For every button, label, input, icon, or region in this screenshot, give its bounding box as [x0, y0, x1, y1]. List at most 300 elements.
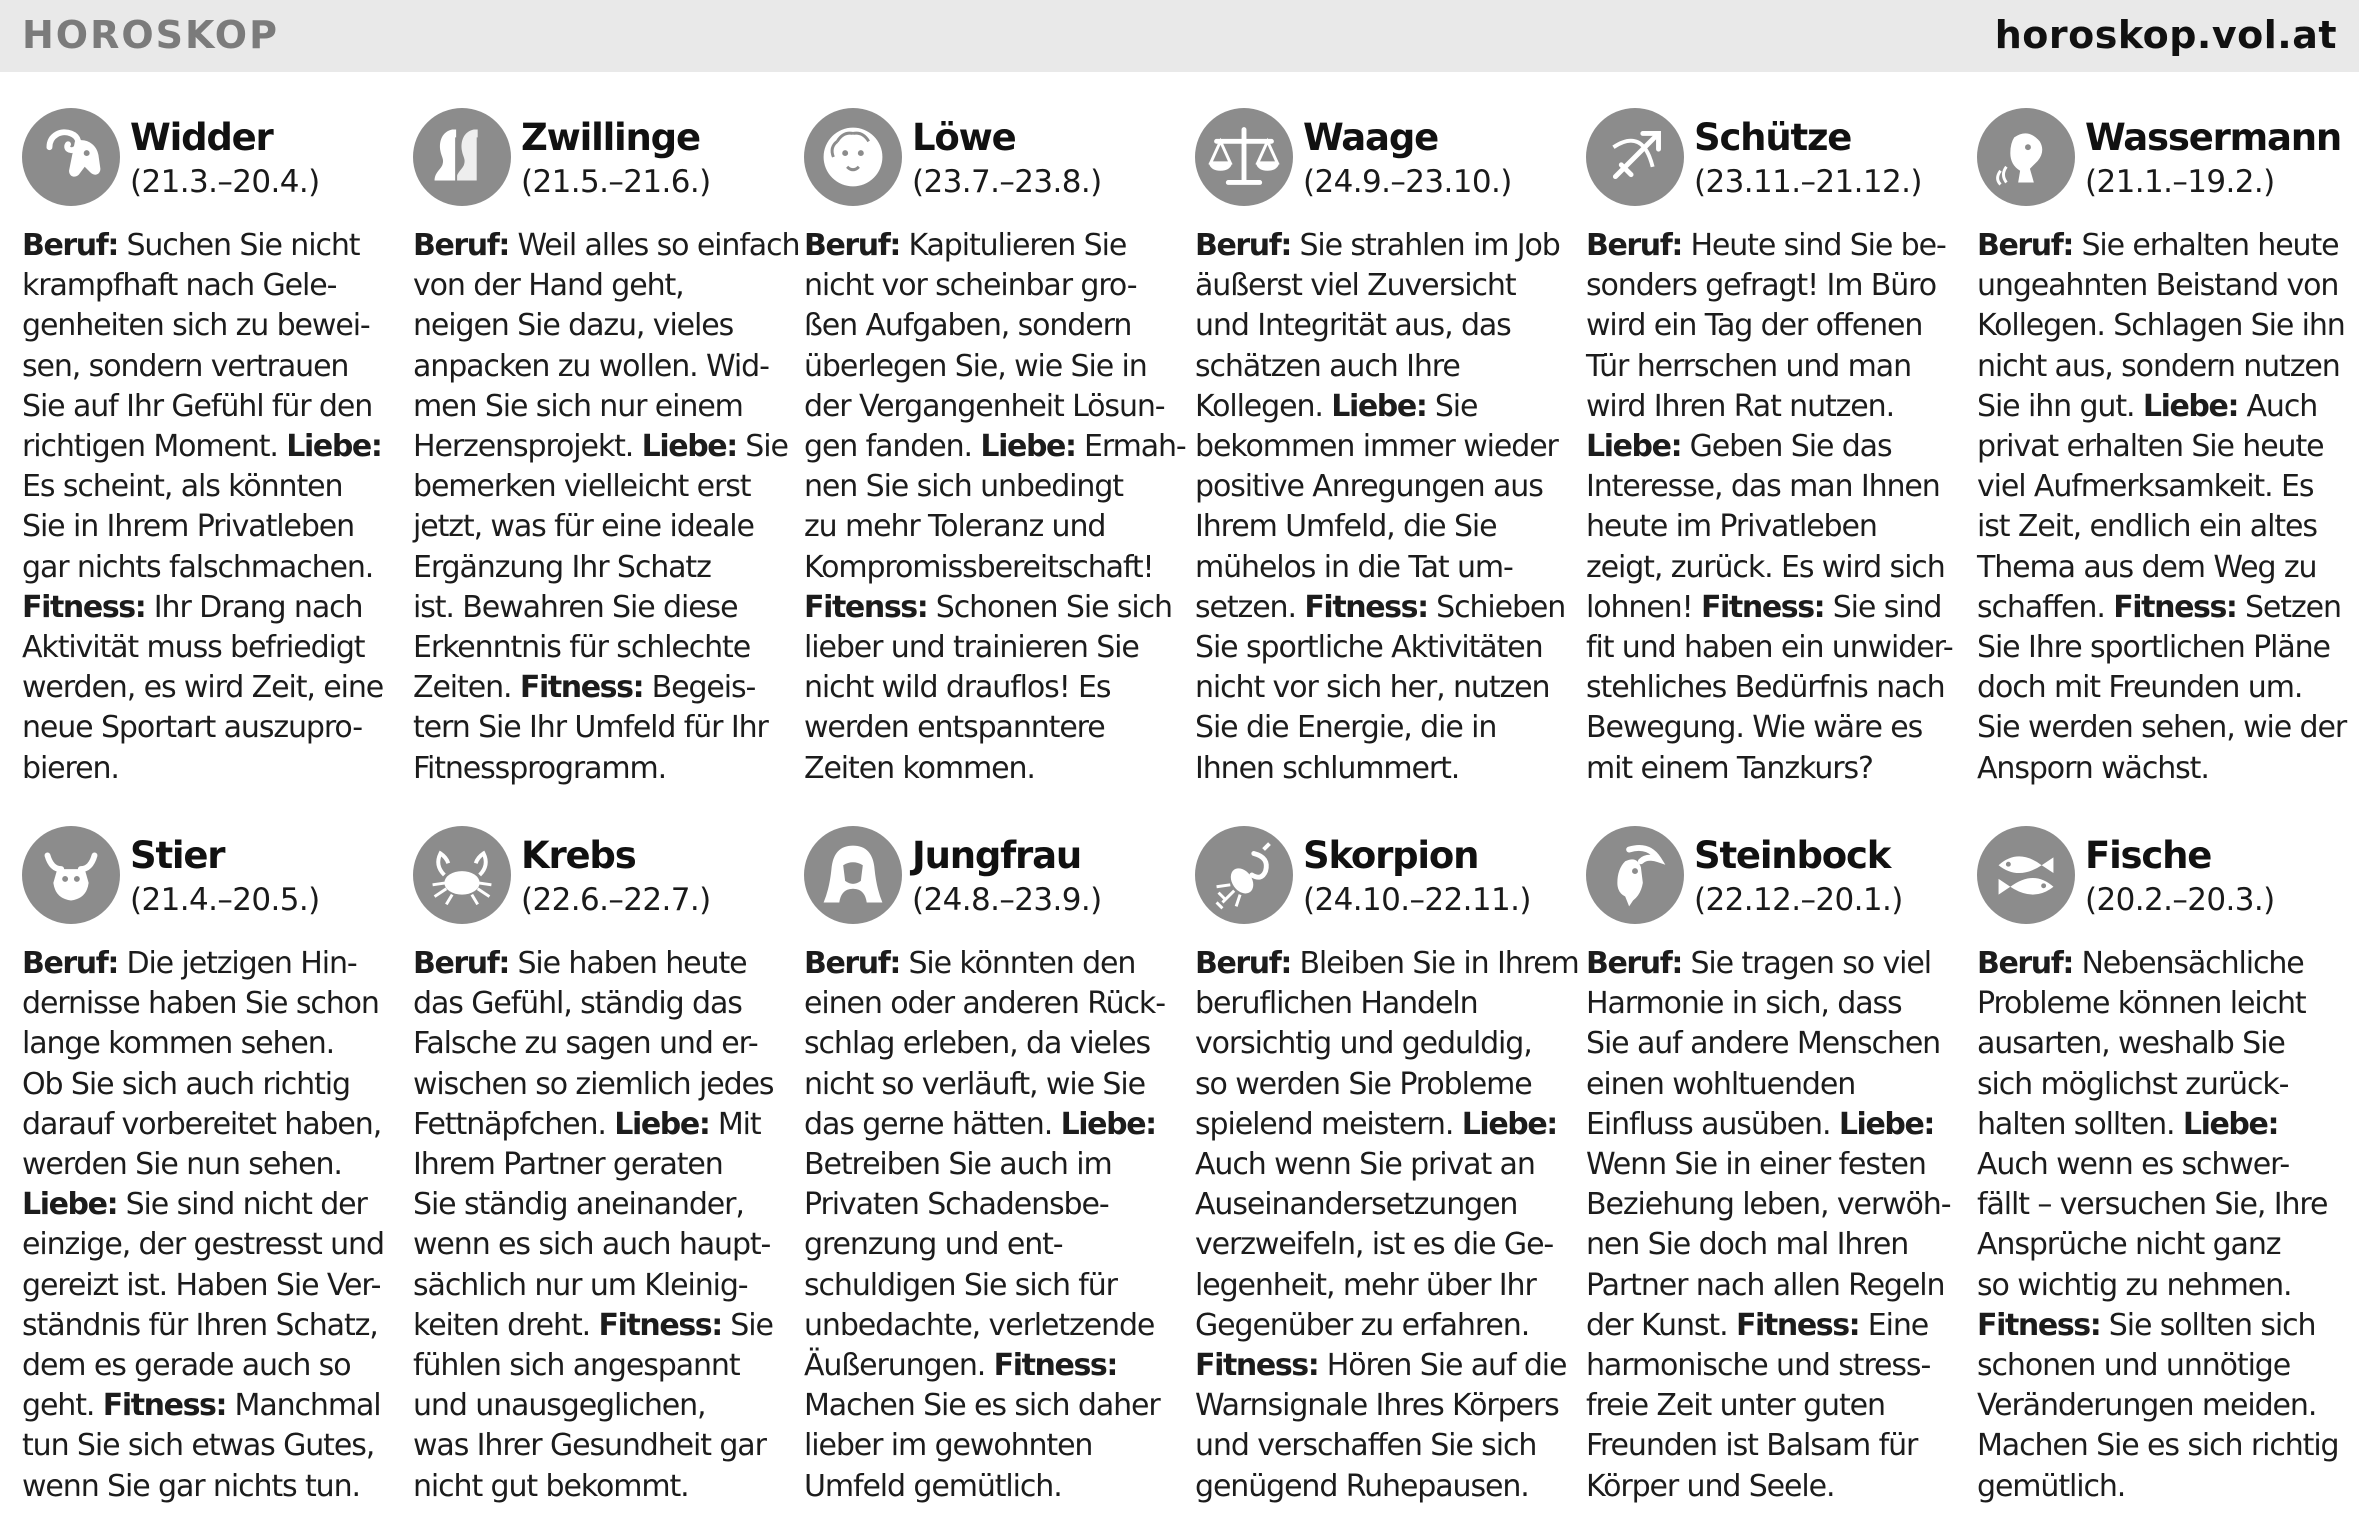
text-segment: nicht vor scheinbar gro- [804, 268, 1137, 304]
text-segment: fällt – versuchen Sie, Ihre [1977, 1187, 2328, 1223]
text-line [22, 226, 392, 266]
text-segment: doch mit Freunden um. [1977, 670, 2303, 706]
sign-stier [22, 790, 392, 1504]
text-segment: Sie sportliche Aktivitäten [1195, 630, 1543, 666]
text-segment: Sie werden sehen, wie der [1977, 710, 2347, 746]
sign-text [22, 944, 392, 1507]
keyword-label: Fitness: [993, 1348, 1117, 1384]
text-segment: Einfluss ausüben. [1586, 1106, 1839, 1142]
text-segment: Auch wenn Sie privat an [1195, 1147, 1535, 1183]
text-line [22, 387, 392, 427]
text-line [413, 1065, 783, 1105]
text-line [1586, 668, 1956, 708]
text-line [1586, 1024, 1956, 1064]
text-line [1586, 1467, 1956, 1507]
text-line [413, 749, 783, 789]
text-segment: nen Sie sich unbedingt [804, 469, 1123, 505]
text-segment: Sie [1426, 388, 1478, 424]
sign-name: Jungfrau [912, 834, 1081, 877]
text-line [1195, 1467, 1565, 1507]
text-line [1195, 1105, 1565, 1145]
keyword-label: Liebe: [1461, 1106, 1557, 1142]
text-line [1977, 387, 2347, 427]
text-line [804, 226, 1174, 266]
text-line [1586, 1105, 1956, 1145]
text-segment: was Ihrer Gesundheit gar [413, 1428, 766, 1464]
sign-text [22, 226, 392, 789]
text-line [22, 668, 392, 708]
sign-name: Zwillinge [521, 116, 700, 159]
sign-name: Widder [130, 116, 273, 159]
text-segment: nicht gut bekommt. [413, 1468, 689, 1504]
text-segment: Sie erhalten heute [2073, 228, 2339, 263]
text-line [22, 749, 392, 789]
text-line [1977, 548, 2347, 588]
sign-waage [1195, 72, 1566, 786]
text-segment: genügend Ruhepausen. [1195, 1468, 1529, 1504]
text-segment: genheiten sich zu bewei- [22, 308, 370, 344]
text-line [22, 984, 392, 1024]
text-segment: Ermah- [1075, 429, 1186, 465]
text-segment: sächlich nur um Kleinig- [413, 1267, 748, 1303]
text-line [413, 588, 783, 628]
text-segment: ist Zeit, endlich ein altes [1977, 509, 2317, 545]
text-line [1586, 266, 1956, 306]
text-line [804, 628, 1174, 668]
text-segment: schätzen auch Ihre [1195, 348, 1460, 384]
text-line [804, 1306, 1174, 1346]
text-line [1195, 467, 1565, 507]
text-segment: wenn es sich auch haupt- [413, 1227, 771, 1263]
text-segment: Eine [1859, 1307, 1929, 1343]
keyword-label: Fitness: [519, 670, 644, 706]
text-segment: Sie sollten sich [2100, 1307, 2316, 1343]
keyword-label: Liebe: [1838, 1106, 1935, 1142]
text-segment: so wichtig zu nehmen. [1977, 1267, 2292, 1303]
keyword-label: Beruf: [804, 946, 901, 981]
text-segment: Schieben [1427, 589, 1566, 625]
sign-schuetze [1586, 72, 1956, 786]
text-line [22, 548, 392, 588]
sign-krebs [413, 790, 783, 1504]
text-line [1195, 266, 1565, 306]
text-segment: nicht wild drauflos! Es [804, 670, 1111, 706]
text-segment: neue Sportart auszupro- [22, 710, 362, 746]
text-segment: Privaten Schadensbe- [804, 1187, 1109, 1223]
text-line [804, 1024, 1174, 1064]
text-line [804, 1266, 1174, 1306]
text-line [22, 1426, 392, 1466]
text-line [413, 1266, 783, 1306]
keyword-label: Liebe: [1060, 1106, 1156, 1142]
text-segment: Bewegung. Wie wäre es [1586, 710, 1923, 746]
text-line [1586, 1386, 1956, 1426]
text-line [804, 749, 1174, 789]
sign-text [1195, 944, 1579, 1507]
text-line [1977, 1145, 2347, 1185]
text-line [413, 1145, 783, 1185]
text-segment: Ansporn wächst. [1977, 750, 2209, 786]
text-segment: wird ein Tag der offenen [1586, 308, 1923, 344]
sign-dates: (24.9.–23.10.) [1303, 164, 1512, 200]
scorpion-icon [1195, 826, 1293, 924]
text-line [1195, 588, 1565, 628]
text-segment: Körper und Seele. [1586, 1468, 1835, 1504]
text-segment: geht. [22, 1388, 103, 1424]
keyword-label: Fitness: [1977, 1307, 2101, 1343]
text-segment: lohnen! [1586, 589, 1701, 625]
sign-name: Krebs [521, 834, 636, 877]
text-segment: bemerken vielleicht erst [413, 469, 751, 505]
text-segment: wischen so ziemlich jedes [413, 1066, 774, 1102]
bull-icon [22, 826, 120, 924]
text-segment: harmonische und stress- [1586, 1348, 1931, 1384]
text-line [804, 507, 1174, 547]
text-segment: Betreiben Sie auch im [804, 1147, 1112, 1183]
keyword-label: Fitenss: [804, 589, 928, 625]
text-line [413, 548, 783, 588]
text-line [1195, 1386, 1565, 1426]
text-segment: Ergänzung Ihr Schatz [413, 549, 711, 585]
text-line [1977, 1346, 2347, 1386]
text-line [1586, 1306, 1956, 1346]
text-segment: Tür herrschen und man [1586, 348, 1911, 384]
text-line [1977, 1105, 2347, 1145]
sign-name: Skorpion [1303, 834, 1479, 877]
text-line [1977, 266, 2347, 306]
text-segment: und unausgeglichen, [413, 1388, 706, 1424]
text-segment: Sie tragen so viel [1682, 946, 1931, 981]
text-line [1977, 1185, 2347, 1225]
text-line [1586, 588, 1956, 628]
text-segment: schonen und unnötige [1977, 1348, 2291, 1384]
text-line [413, 387, 783, 427]
text-segment: grenzung und ent- [804, 1227, 1063, 1263]
text-segment: ist. Bewahren Sie diese [413, 589, 738, 625]
sign-text [804, 226, 1186, 789]
text-line [413, 708, 783, 748]
sign-text [804, 944, 1174, 1507]
text-line [1586, 1346, 1956, 1386]
text-segment: Begeis- [643, 670, 756, 706]
text-segment: dem es gerade auch so [22, 1348, 351, 1384]
text-segment: Auch [2238, 388, 2318, 424]
keyword-label: Fitness: [22, 589, 146, 625]
text-line [804, 427, 1186, 467]
text-line [1586, 226, 1956, 266]
text-segment: Falsche zu sagen und er- [413, 1026, 758, 1062]
sign-text [1586, 226, 1956, 789]
text-segment: Sie Ihre sportlichen Pläne [1977, 630, 2330, 666]
scales-icon [1195, 108, 1293, 206]
text-line [1195, 427, 1565, 467]
keyword-label: Beruf: [1586, 946, 1683, 981]
keyword-label: Beruf: [413, 946, 510, 981]
text-line [1977, 1065, 2347, 1105]
text-segment: lange kommen sehen. [22, 1026, 335, 1062]
text-segment: Ihnen schlummert. [1195, 750, 1460, 786]
sign-fische [1977, 790, 2347, 1504]
sign-text [413, 944, 783, 1507]
text-line [1195, 944, 1579, 984]
text-line [1977, 588, 2347, 628]
keyword-label: Fitness: [1735, 1307, 1860, 1343]
text-line [804, 1346, 1174, 1386]
text-segment: halten sollten. [1977, 1106, 2183, 1142]
text-segment: gereizt ist. Haben Sie Ver- [22, 1267, 381, 1303]
text-segment: nen Sie doch mal Ihren [1586, 1227, 1909, 1263]
header-bar [0, 0, 2359, 72]
text-segment: zeigt, zurück. Es wird sich [1586, 549, 1945, 585]
sign-dates: (24.10.–22.11.) [1303, 882, 1531, 918]
keyword-label: Liebe: [1586, 429, 1682, 465]
text-line [804, 1185, 1174, 1225]
text-line [22, 1185, 392, 1225]
text-segment: ständnis für Ihren Schatz, [22, 1307, 378, 1343]
text-line [413, 1426, 783, 1466]
text-line [22, 1105, 392, 1145]
text-segment: Sie in Ihrem Privatleben [22, 509, 355, 545]
text-line [1586, 628, 1956, 668]
text-line [1977, 306, 2347, 346]
text-segment: dernisse haben Sie schon [22, 986, 379, 1022]
text-segment: Ihr Drang nach [145, 589, 363, 625]
text-line [1977, 1306, 2347, 1346]
text-segment: nicht vor sich her, nutzen [1195, 670, 1550, 706]
text-line [1195, 628, 1565, 668]
text-line [1586, 1266, 1956, 1306]
text-segment: lieber und trainieren Sie [804, 630, 1139, 666]
text-segment: nicht aus, sondern nutzen [1977, 348, 2340, 384]
text-line [413, 226, 800, 266]
text-segment: mühelos in die Tat um- [1195, 549, 1513, 585]
keyword-label: Fitness: [1304, 589, 1428, 625]
text-line [22, 1266, 392, 1306]
text-line [1195, 1306, 1565, 1346]
text-line [22, 347, 392, 387]
text-segment: keiten dreht. [413, 1307, 599, 1343]
text-segment: darauf vorbereitet haben, [22, 1106, 382, 1142]
text-segment: men Sie sich nur einem [413, 388, 743, 424]
text-segment: ausarten, weshalb Sie [1977, 1026, 2285, 1062]
text-segment: Weil alles so einfach [509, 228, 800, 263]
text-segment: Sie die Energie, die in [1195, 710, 1497, 746]
sign-dates: (21.1.–19.2.) [2085, 164, 2275, 200]
text-line [804, 588, 1174, 628]
text-line [1977, 1266, 2347, 1306]
text-line [1586, 507, 1956, 547]
text-line [1195, 668, 1565, 708]
text-line [1977, 628, 2347, 668]
text-segment: so werden Sie Probleme [1195, 1066, 1532, 1102]
text-line [22, 708, 392, 748]
keyword-label: Beruf: [1195, 228, 1292, 263]
text-segment: Aktivität muss befriedigt [22, 630, 365, 666]
sign-name: Steinbock [1694, 834, 1891, 877]
text-segment: das gerne hätten. [804, 1106, 1061, 1142]
text-segment: Sie ihn gut. [1977, 388, 2143, 424]
text-line [1977, 1225, 2347, 1265]
text-line [413, 467, 783, 507]
crab-icon [413, 826, 511, 924]
text-segment: spielend meistern. [1195, 1106, 1462, 1142]
text-line [22, 1467, 392, 1507]
text-line [1586, 749, 1956, 789]
sign-name: Löwe [912, 116, 1016, 159]
text-segment: jetzt, was für eine ideale [413, 509, 754, 545]
text-line [804, 668, 1174, 708]
text-segment: Fettnäpfchen. [413, 1106, 615, 1142]
keyword-label: Fitness: [1700, 589, 1825, 625]
text-segment: tern Sie Ihr Umfeld für Ihr [413, 710, 768, 746]
text-line [1195, 226, 1565, 266]
keyword-label: Liebe: [22, 1187, 118, 1223]
text-line [1195, 1225, 1565, 1265]
text-segment: einen oder anderen Rück- [804, 986, 1165, 1022]
text-line [22, 467, 392, 507]
text-segment: Ihrem Umfeld, die Sie [1195, 509, 1497, 545]
sign-dates: (21.5.–21.6.) [521, 164, 711, 200]
text-line [1195, 1024, 1565, 1064]
keyword-label: Beruf: [1977, 228, 2074, 263]
text-segment: Erkenntnis für schlechte [413, 630, 751, 666]
text-segment: lieber im gewohnten [804, 1428, 1093, 1464]
text-line [22, 507, 392, 547]
text-segment: Sie sind [1824, 589, 1942, 625]
text-segment: Ansprüche nicht ganz [1977, 1227, 2281, 1263]
text-segment: sich möglichst zurück- [1977, 1066, 2289, 1102]
text-segment: Kollegen. [1195, 388, 1332, 424]
text-line [413, 628, 783, 668]
text-line [1195, 306, 1565, 346]
text-line [1195, 1346, 1565, 1386]
text-segment: Machen Sie es sich daher [804, 1388, 1160, 1424]
text-segment: Beziehung leben, verwöh- [1586, 1187, 1951, 1223]
text-segment: Die jetzigen Hin- [118, 946, 357, 981]
text-line [1977, 1386, 2347, 1426]
text-segment: Es scheint, als könnten [22, 469, 343, 505]
text-segment: privat erhalten Sie heute [1977, 429, 2324, 465]
sign-skorpion [1195, 790, 1579, 1504]
text-segment: gen fanden. [804, 429, 981, 465]
text-line [1586, 1145, 1956, 1185]
water-bearer-icon [1977, 108, 2075, 206]
sign-text [1586, 944, 1956, 1507]
text-segment: das Gefühl, ständig das [413, 986, 742, 1022]
text-segment: vorsichtig und geduldig, [1195, 1026, 1532, 1062]
text-segment: mit einem Tanzkurs? [1586, 750, 1873, 786]
text-line [1195, 387, 1565, 427]
text-line [413, 1386, 783, 1426]
text-line [1195, 984, 1565, 1024]
text-line [1977, 1426, 2347, 1466]
text-line [413, 668, 783, 708]
text-line [1195, 1065, 1565, 1105]
text-line [1977, 427, 2347, 467]
text-line [413, 1306, 783, 1346]
text-segment: Interesse, das man Ihnen [1586, 469, 1940, 505]
keyword-label: Liebe: [286, 429, 382, 465]
text-line [1977, 944, 2347, 984]
text-line [22, 1346, 392, 1386]
text-segment: Kompromissbereitschaft! [804, 549, 1154, 585]
text-line [413, 1105, 783, 1145]
keyword-label: Fitness: [2113, 589, 2237, 625]
website-link[interactable]: horoskop.vol.at [1994, 13, 2337, 57]
text-line [413, 347, 783, 387]
sign-dates: (20.2.–20.3.) [2085, 882, 2275, 918]
text-line [1195, 749, 1565, 789]
text-line [413, 944, 783, 984]
text-segment: tun Sie sich etwas Gutes, [22, 1428, 375, 1464]
keyword-label: Liebe: [641, 429, 737, 465]
fish-icon [1977, 826, 2075, 924]
text-line [22, 1386, 392, 1426]
text-segment: Sie ständig aneinander, [413, 1187, 744, 1223]
text-segment: positive Anregungen aus [1195, 469, 1543, 505]
sign-wassermann [1977, 72, 2347, 786]
text-segment: Mit [709, 1106, 761, 1142]
ram-icon [22, 108, 120, 206]
text-segment: Herzensprojekt. [413, 429, 642, 465]
text-line [1195, 1145, 1565, 1185]
text-line [1195, 1185, 1565, 1225]
section-title: HOROSKOP [22, 13, 279, 57]
text-line [22, 1145, 392, 1185]
text-segment: Umfeld gemütlich. [804, 1468, 1062, 1504]
sign-name: Fische [2085, 834, 2212, 877]
text-line [1586, 306, 1956, 346]
text-line [804, 708, 1174, 748]
text-segment: Sie haben heute [509, 946, 747, 981]
text-segment: unbedachte, verletzende [804, 1307, 1155, 1343]
text-line [22, 427, 392, 467]
text-segment: von der Hand geht, [413, 268, 684, 304]
text-line [1586, 427, 1956, 467]
text-segment: Zeiten. [413, 670, 520, 706]
text-segment: sonders gefragt! Im Büro [1586, 268, 1936, 304]
sign-dates: (21.4.–20.5.) [130, 882, 320, 918]
text-segment: und Integrität aus, das [1195, 308, 1511, 344]
text-segment: der Vergangenheit Lösun- [804, 388, 1165, 424]
keyword-label: Liebe: [980, 429, 1076, 465]
text-line [1195, 548, 1565, 588]
text-segment: Ihrem Partner geraten [413, 1147, 723, 1183]
text-line [22, 588, 392, 628]
text-segment: Kapitulieren Sie [900, 228, 1127, 263]
text-line [1977, 226, 2347, 266]
text-segment: sen, sondern vertrauen [22, 348, 349, 384]
text-segment: setzen. [1195, 589, 1305, 625]
keyword-label: Liebe: [2142, 388, 2239, 424]
goat-icon [1586, 826, 1684, 924]
text-line [22, 266, 392, 306]
text-segment: Sie strahlen im Job [1291, 228, 1560, 263]
sign-zwillinge [413, 72, 800, 786]
text-line [1586, 387, 1956, 427]
text-segment: Thema aus dem Weg zu [1977, 549, 2317, 585]
text-segment: Sie [721, 1307, 773, 1343]
text-line [1977, 467, 2347, 507]
text-segment: Fitnessprogramm. [413, 750, 667, 786]
text-segment: Hören Sie auf die [1318, 1348, 1567, 1384]
text-segment: Freunden ist Balsam für [1586, 1428, 1918, 1464]
text-segment: einzige, der gestresst und [22, 1227, 384, 1263]
text-line [413, 984, 783, 1024]
text-segment: werden, es wird Zeit, eine [22, 670, 384, 706]
text-segment: Warnsignale Ihres Körpers [1195, 1388, 1559, 1424]
text-segment: viel Aufmerksamkeit. Es [1977, 469, 2314, 505]
